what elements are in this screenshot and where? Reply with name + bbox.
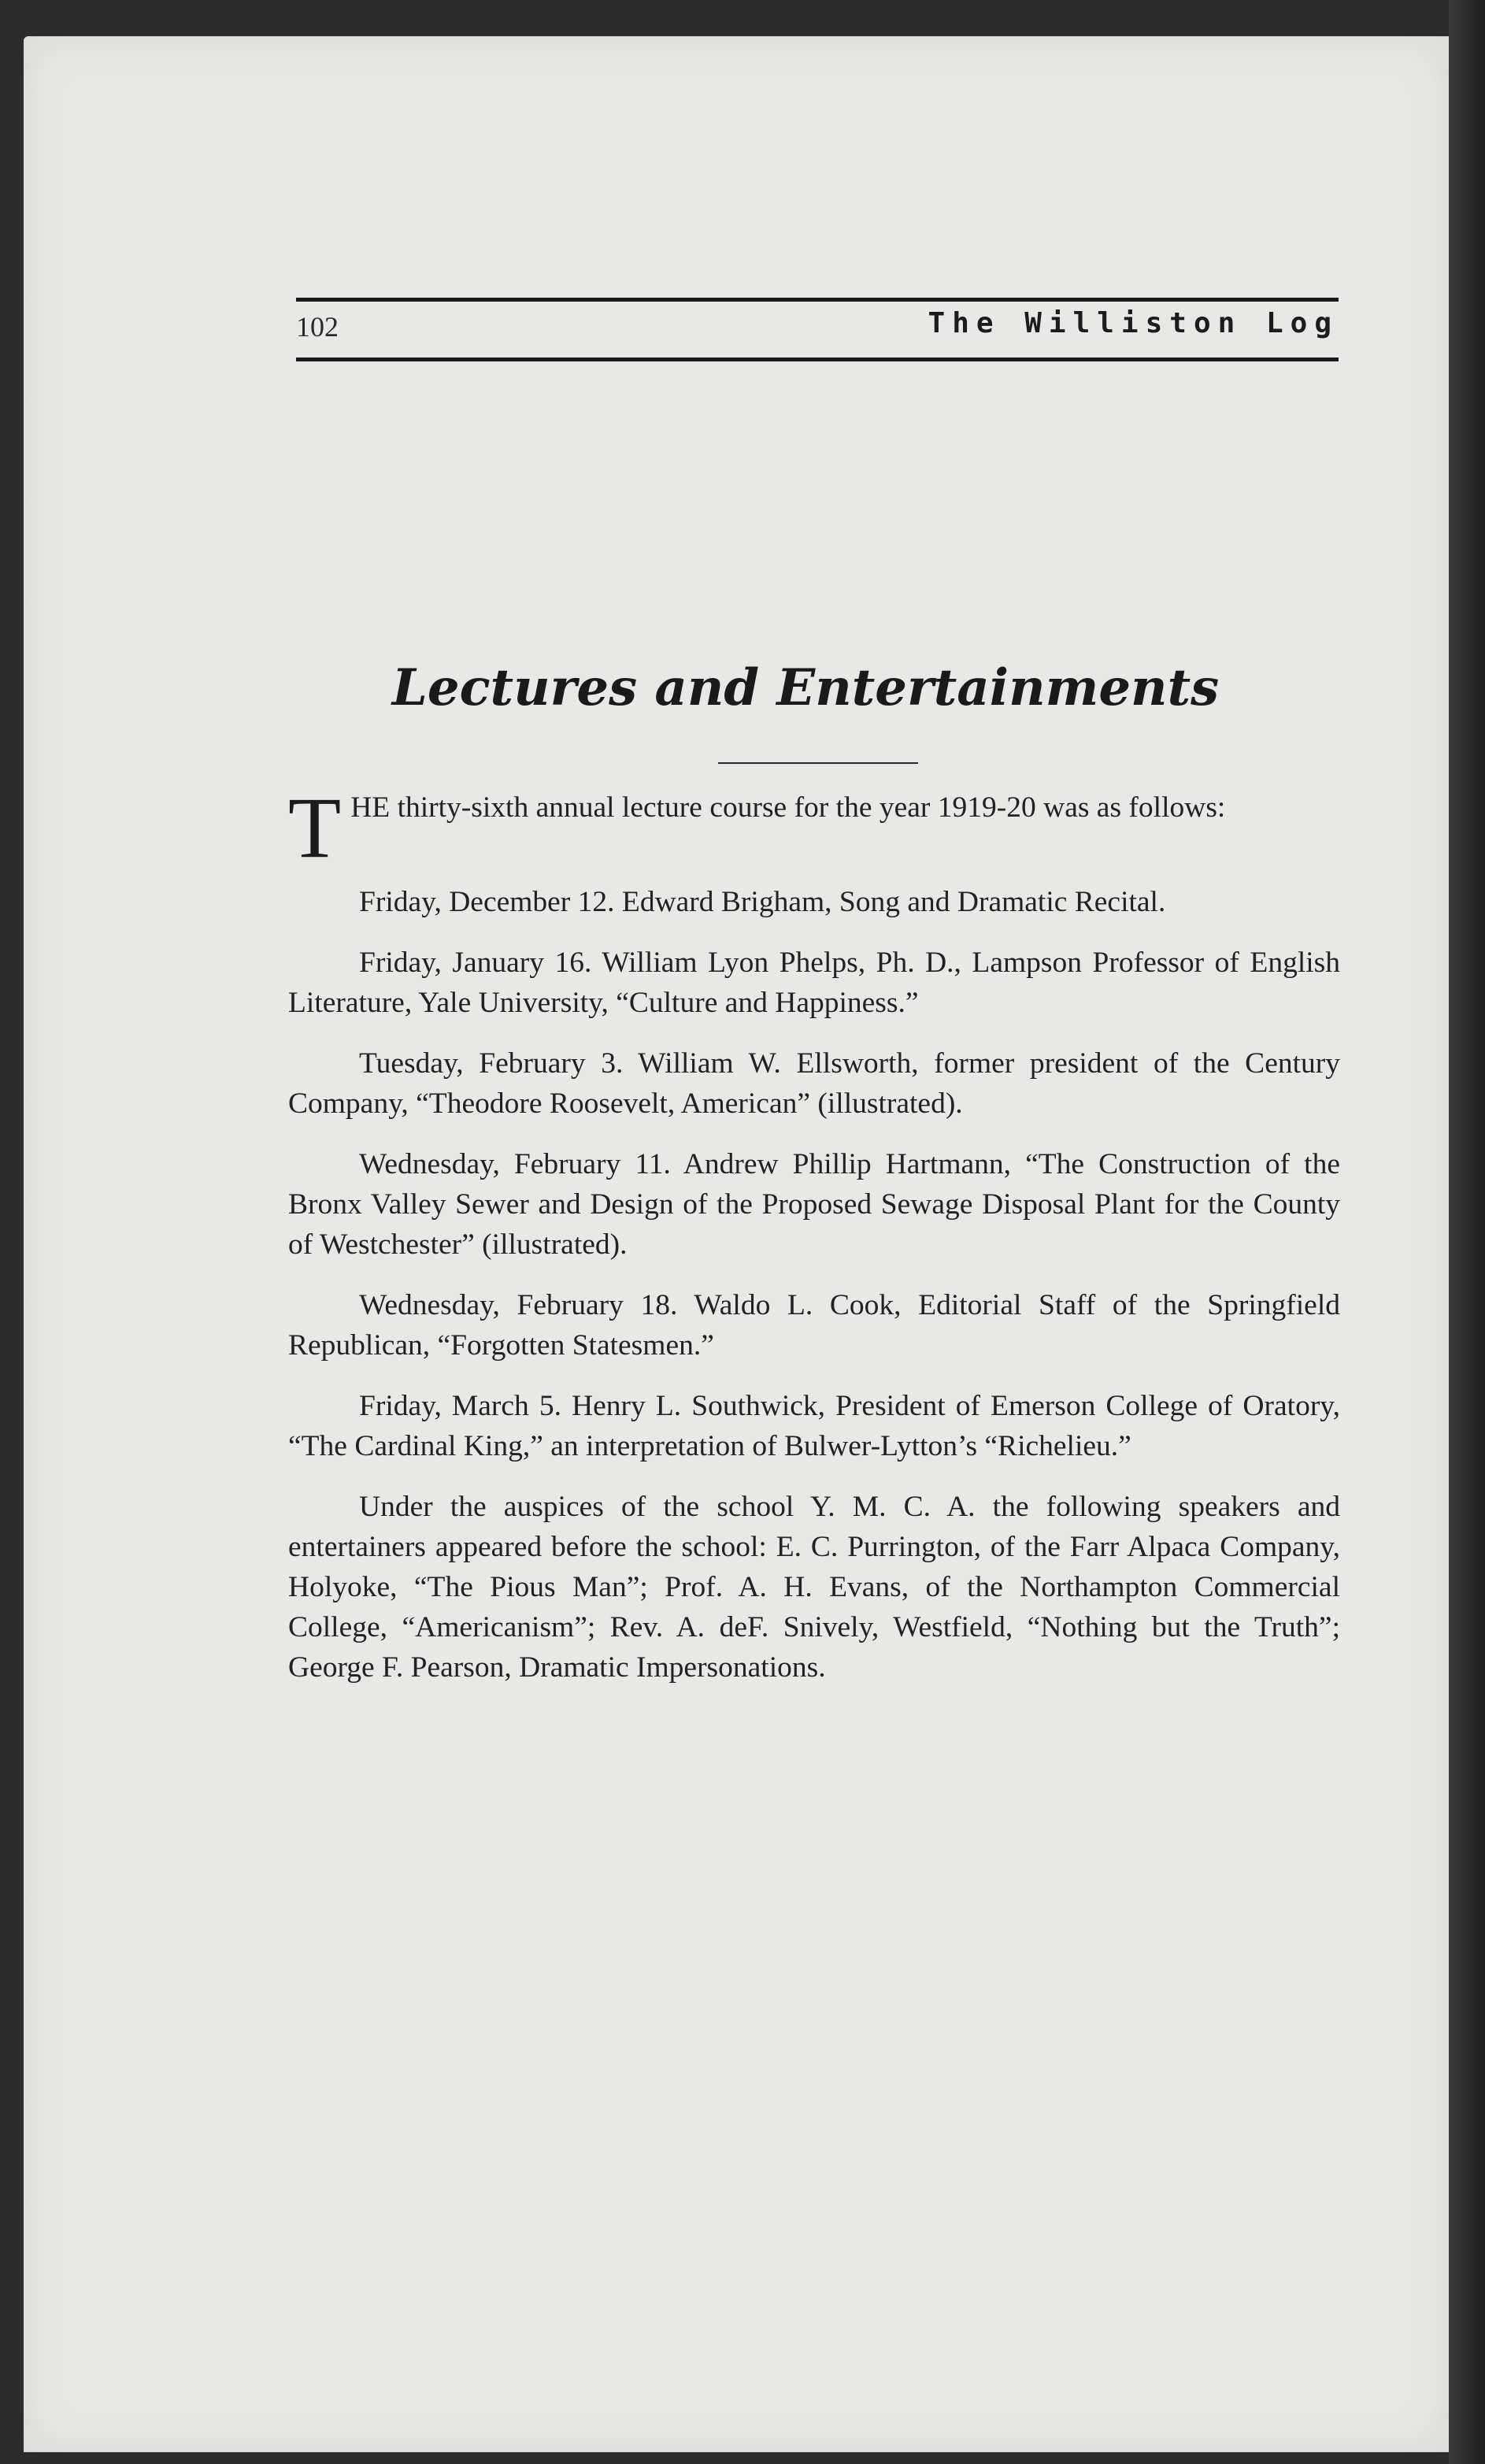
page-header <box>272 258 1339 369</box>
intro-text: HE thirty-sixth annual lecture course for the year 1919-20 was as follows: <box>350 791 1226 824</box>
intro-paragraph <box>288 787 1340 861</box>
scan-edge <box>1449 0 1485 2464</box>
lecture-entry: Friday, January 16. William Lyon Phelps, Ph. D., Lampson Professor of English Literature, Yale University, “Culture and Happiness.” <box>288 947 1340 1019</box>
lecture-entry: Tuesday, February 3. William W. Ellsworth, former president of the Century Company, “Theodore Roosevelt, American” (illustrated). <box>288 1047 1340 1120</box>
article-title: Lectures and Entertainments <box>391 658 1220 717</box>
title-divider <box>718 762 918 764</box>
page-number: 102 <box>296 311 339 343</box>
drop-cap: T <box>288 787 342 861</box>
header-rule-top <box>296 298 1339 302</box>
ymca-paragraph: Under the auspices of the school Y. M. C. A. the following speakers and entertainers appeared before the school: E. C. Purrington, of the Farr Alpaca Company, Holyoke, “The Pious Man”; Prof. A. H. Evans, of the Northampton Commercial College, “Americanism”; Rev. A. deF. Snively, Westfield, “Nothing but the Truth”; George F. Pearson, Dramatic Impersonations. <box>288 1491 1340 1684</box>
article-body <box>288 787 1340 1708</box>
lecture-entry: Friday, March 5. Henry L. Southwick, President of Emerson College of Oratory, “The Cardinal King,” an interpretation of Bulwer-Lytton’s “Richelieu.” <box>288 1390 1340 1462</box>
lecture-entry: Wednesday, February 18. Waldo L. Cook, Editorial Staff of the Springfield Republican, “Forgotten Statesmen.” <box>288 1289 1340 1362</box>
lecture-entry: Wednesday, February 11. Andrew Phillip Hartmann, “The Construction of the Bronx Valley Sewer and Design of the Proposed Sewage Disposal Plant for the County of Westchester” (illustrated). <box>288 1148 1340 1261</box>
lecture-entry: Friday, December 12. Edward Brigham, Song and Dramatic Recital. <box>359 886 1166 918</box>
header-rule-bottom <box>296 358 1339 361</box>
running-head: The Williston Log <box>928 307 1339 339</box>
